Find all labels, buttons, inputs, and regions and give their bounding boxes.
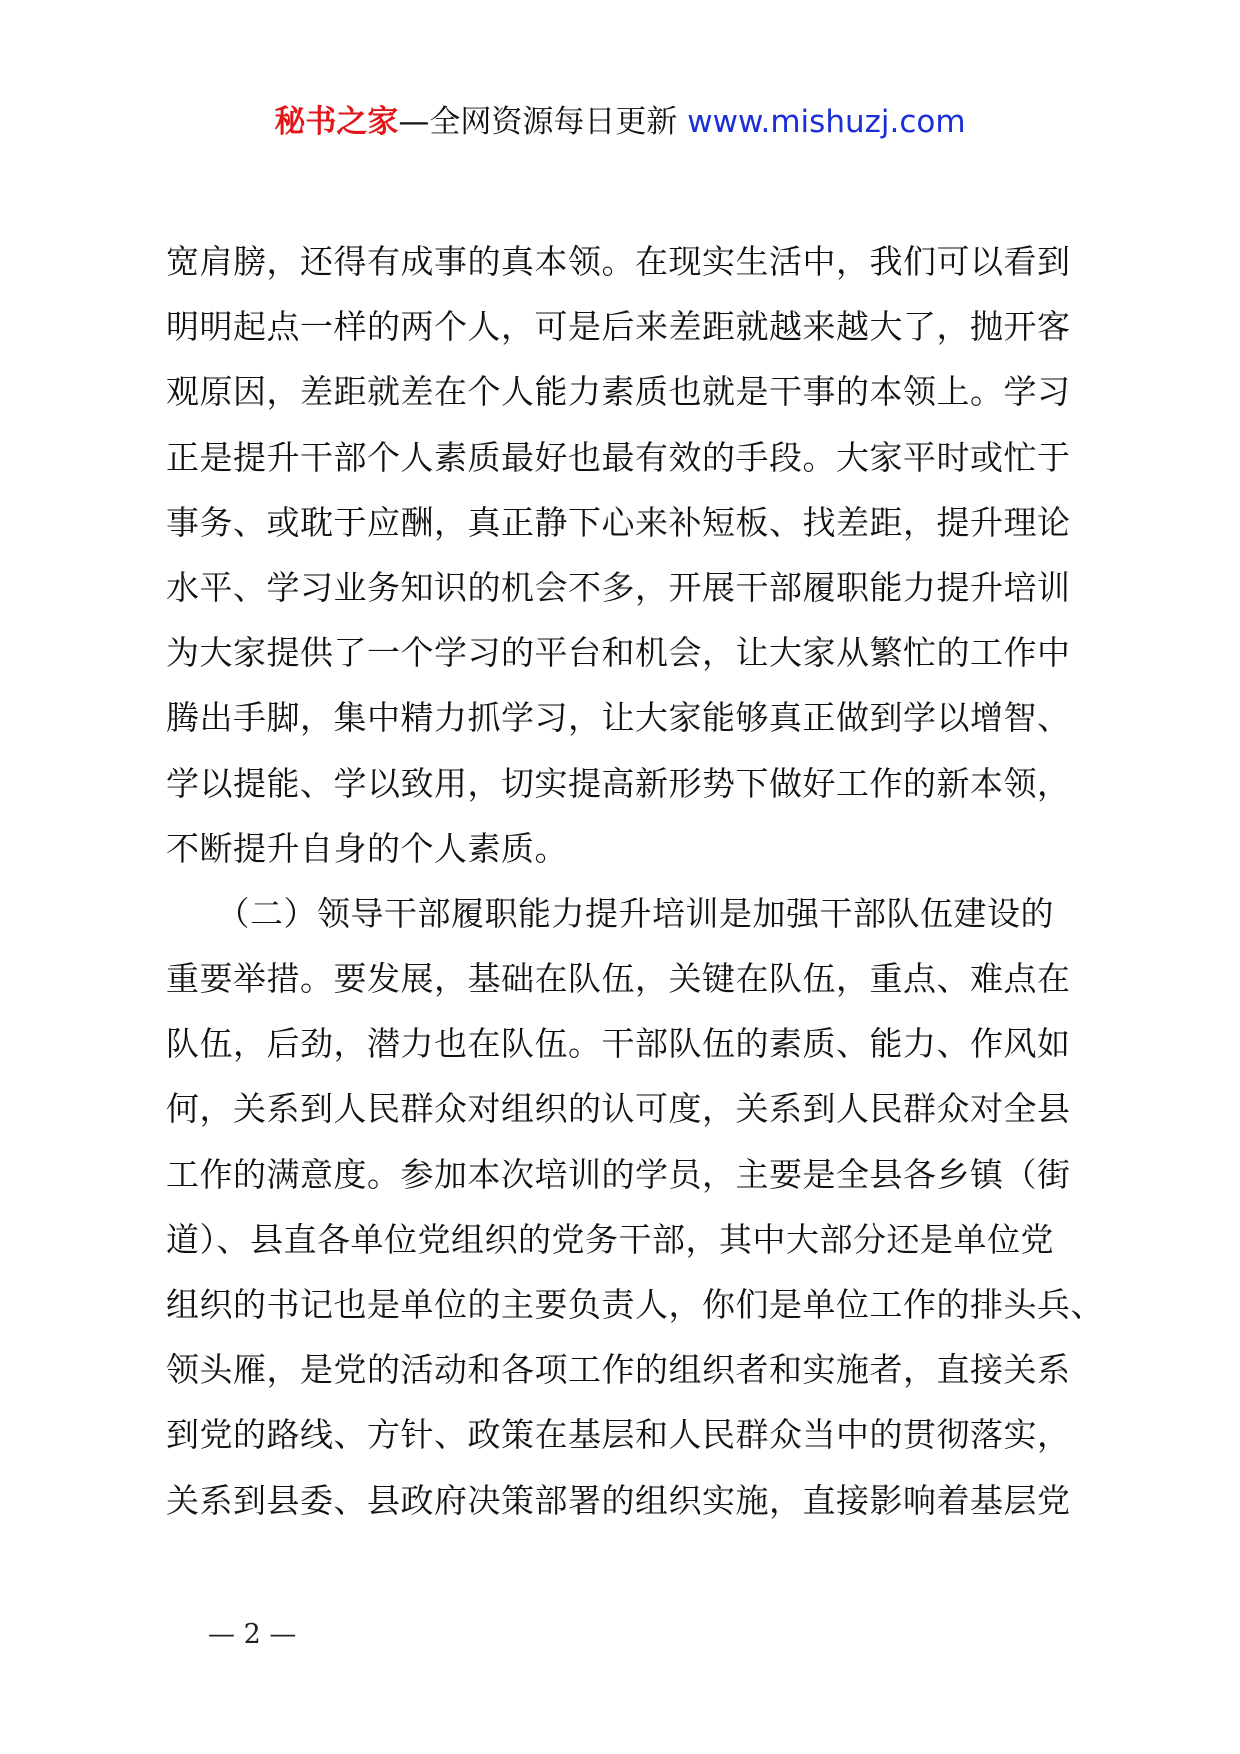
text-line: 明明起点一样的两个人，可是后来差距就越来越大了，抛开客 xyxy=(166,307,1071,347)
body-text xyxy=(166,242,1104,1546)
text-line: 重要举措。要发展，基础在队伍，关键在队伍，重点、难点在 xyxy=(166,959,1071,999)
text-line: 为大家提供了一个学习的平台和机会，让大家从繁忙的工作中 xyxy=(166,633,1071,673)
text-line: 工作的满意度。参加本次培训的学员，主要是全县各乡镇（街 xyxy=(166,1154,1071,1194)
text-line: 关系到县委、县政府决策部署的组织实施，直接影响着基层党 xyxy=(166,1480,1071,1520)
header-url-link[interactable]: www.mishuzj.com xyxy=(687,104,966,140)
header-brand: 秘书之家 xyxy=(274,104,399,140)
text-line: 领头雁，是党的活动和各项工作的组织者和实施者，直接关系 xyxy=(166,1350,1071,1390)
text-line: 何，关系到人民群众对组织的认可度，关系到人民群众对全县 xyxy=(166,1089,1071,1129)
header-slogan: —全网资源每日更新 xyxy=(398,104,678,140)
text-line: 宽肩膀，还得有成事的真本领。在现实生活中，我们可以看到 xyxy=(166,242,1071,281)
section-heading-line: （二）领导干部履职能力提升培训是加强干部队伍建设的 xyxy=(166,893,1054,933)
text-line: 不断提升自身的个人素质。 xyxy=(166,828,568,868)
text-line: 道）、县直各单位党组织的党务干部，其中大部分还是单位党 xyxy=(166,1219,1054,1259)
page-header xyxy=(0,100,1240,144)
text-line: 水平、学习业务知识的机会不多，开展干部履职能力提升培训 xyxy=(166,567,1071,607)
page-number: — 2 — xyxy=(208,1619,297,1650)
text-line: 学以提能、学以致用，切实提高新形势下做好工作的新本领， xyxy=(166,763,1071,803)
text-line: 观原因，差距就差在个人能力素质也就是干事的本领上。学习 xyxy=(166,372,1071,412)
text-line: 事务、或耽于应酬，真正静下心来补短板、找差距，提升理论 xyxy=(166,502,1071,542)
text-line: 队伍，后劲，潜力也在队伍。干部队伍的素质、能力、作风如 xyxy=(166,1024,1071,1064)
text-line: 到党的路线、方针、政策在基层和人民群众当中的贯彻落实， xyxy=(166,1415,1071,1455)
text-line: 腾出手脚，集中精力抓学习，让大家能够真正做到学以增智、 xyxy=(166,698,1071,738)
text-line: 组织的书记也是单位的主要负责人，你们是单位工作的排头兵、 xyxy=(166,1285,1104,1324)
text-line: 正是提升干部个人素质最好也最有效的手段。大家平时或忙于 xyxy=(166,437,1071,477)
